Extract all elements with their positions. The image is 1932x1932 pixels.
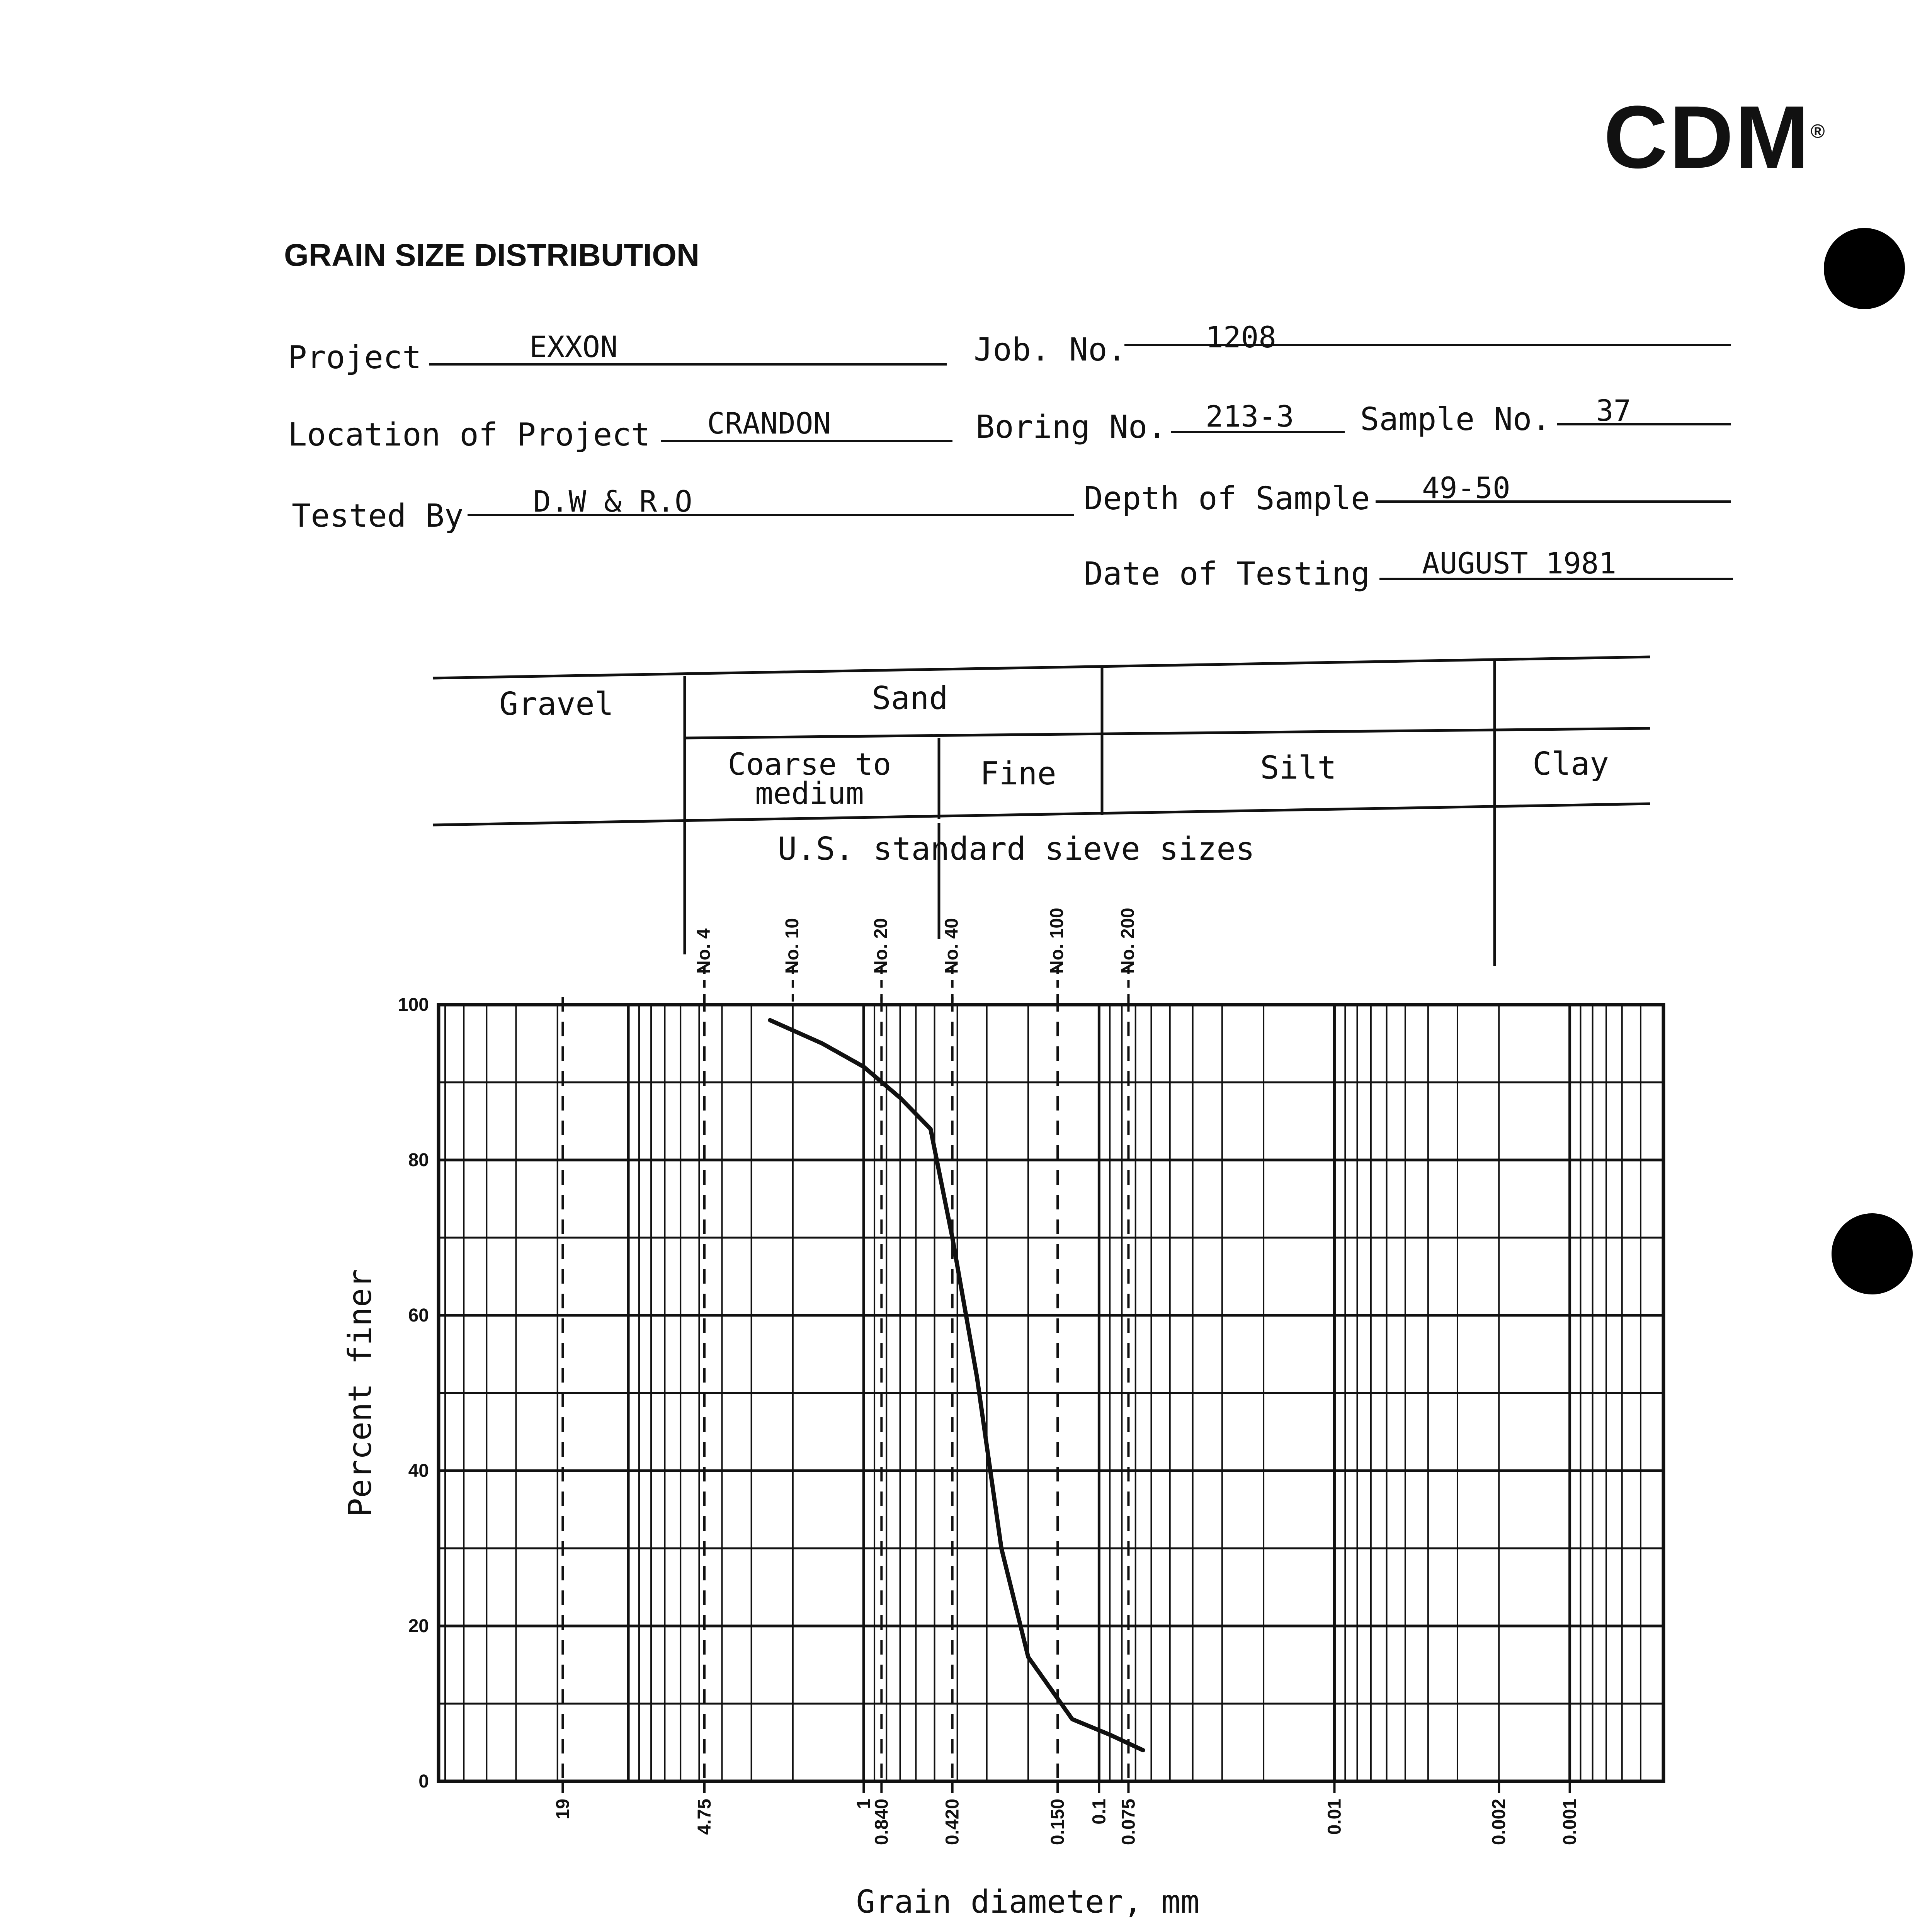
sample-label: Sample No. <box>1360 401 1551 438</box>
registered-mark: ® <box>1810 120 1827 142</box>
sieve-label: No. 20 <box>871 918 891 974</box>
page-title: GRAIN SIZE DISTRIBUTION <box>284 238 700 273</box>
x-tick-label: 0.002 <box>1489 1799 1510 1845</box>
project-value: EXXON <box>529 330 618 364</box>
x-tick-label: 0.840 <box>871 1799 892 1845</box>
x-tick-label: 0.150 <box>1048 1799 1068 1845</box>
depth-label: Depth of Sample <box>1084 480 1370 517</box>
sieve-label: No. 4 <box>694 928 714 974</box>
depth-value: 49-50 <box>1422 471 1510 505</box>
tested-value: D.W & R.O <box>533 484 692 519</box>
project-label: Project <box>288 339 422 376</box>
table-bottom-rule <box>433 804 1650 825</box>
x-tick-label: 0.1 <box>1089 1799 1110 1825</box>
fine-label: Fine <box>980 755 1056 792</box>
x-tick-label: 0.01 <box>1324 1799 1345 1835</box>
sieve-label: No. 40 <box>941 918 962 974</box>
sample-value: 37 <box>1596 393 1631 428</box>
location-value: CRANDON <box>707 406 831 440</box>
boring-label: Boring No. <box>976 409 1167 446</box>
tested-label: Tested By <box>292 498 464 534</box>
x-tick-label: 0.420 <box>942 1799 963 1845</box>
gradation-curve <box>770 1020 1143 1750</box>
boring-value: 213-3 <box>1206 399 1294 434</box>
logo-text: CDM <box>1604 87 1811 187</box>
plot-area <box>342 908 1663 1920</box>
date-value: AUGUST 1981 <box>1422 546 1617 580</box>
y-tick-label: 100 <box>398 995 429 1015</box>
classification-table <box>433 657 1650 966</box>
coarse-label-line2: medium <box>755 776 864 811</box>
y-tick-label: 0 <box>418 1771 429 1792</box>
clay-label: Clay <box>1532 746 1609 782</box>
x-axis-title: Grain diameter, mm <box>856 1884 1200 1920</box>
gravel-label: Gravel <box>499 686 614 723</box>
x-tick-label: 1 <box>854 1799 874 1809</box>
sieve-label: No. 200 <box>1117 908 1138 974</box>
y-tick-label: 40 <box>408 1461 429 1481</box>
location-label: Location of Project <box>288 417 650 453</box>
silt-label: Silt <box>1260 750 1337 786</box>
y-tick-label: 80 <box>408 1150 429 1170</box>
sand-label: Sand <box>872 680 948 717</box>
x-tick-label: 0.001 <box>1560 1799 1580 1845</box>
job-value: 1208 <box>1206 320 1277 354</box>
sieve-label: No. 100 <box>1047 908 1068 974</box>
x-tick-label: 19 <box>553 1799 573 1820</box>
table-sub-rule <box>684 728 1650 738</box>
sieve-sizes-title: U.S. standard sieve sizes <box>777 831 1255 867</box>
y-tick-label: 60 <box>408 1305 429 1326</box>
sieve-label: No. 10 <box>782 918 803 974</box>
coarse-label-line1: Coarse to <box>728 747 891 782</box>
date-label: Date of Testing <box>1084 556 1370 592</box>
job-label: Job. No. <box>974 332 1126 368</box>
x-tick-label: 0.075 <box>1118 1799 1139 1845</box>
table-top-rule <box>433 657 1650 678</box>
y-tick-label: 20 <box>408 1616 429 1636</box>
y-axis-title: Percent finer <box>342 1269 379 1517</box>
x-tick-label: 4.75 <box>694 1799 715 1835</box>
